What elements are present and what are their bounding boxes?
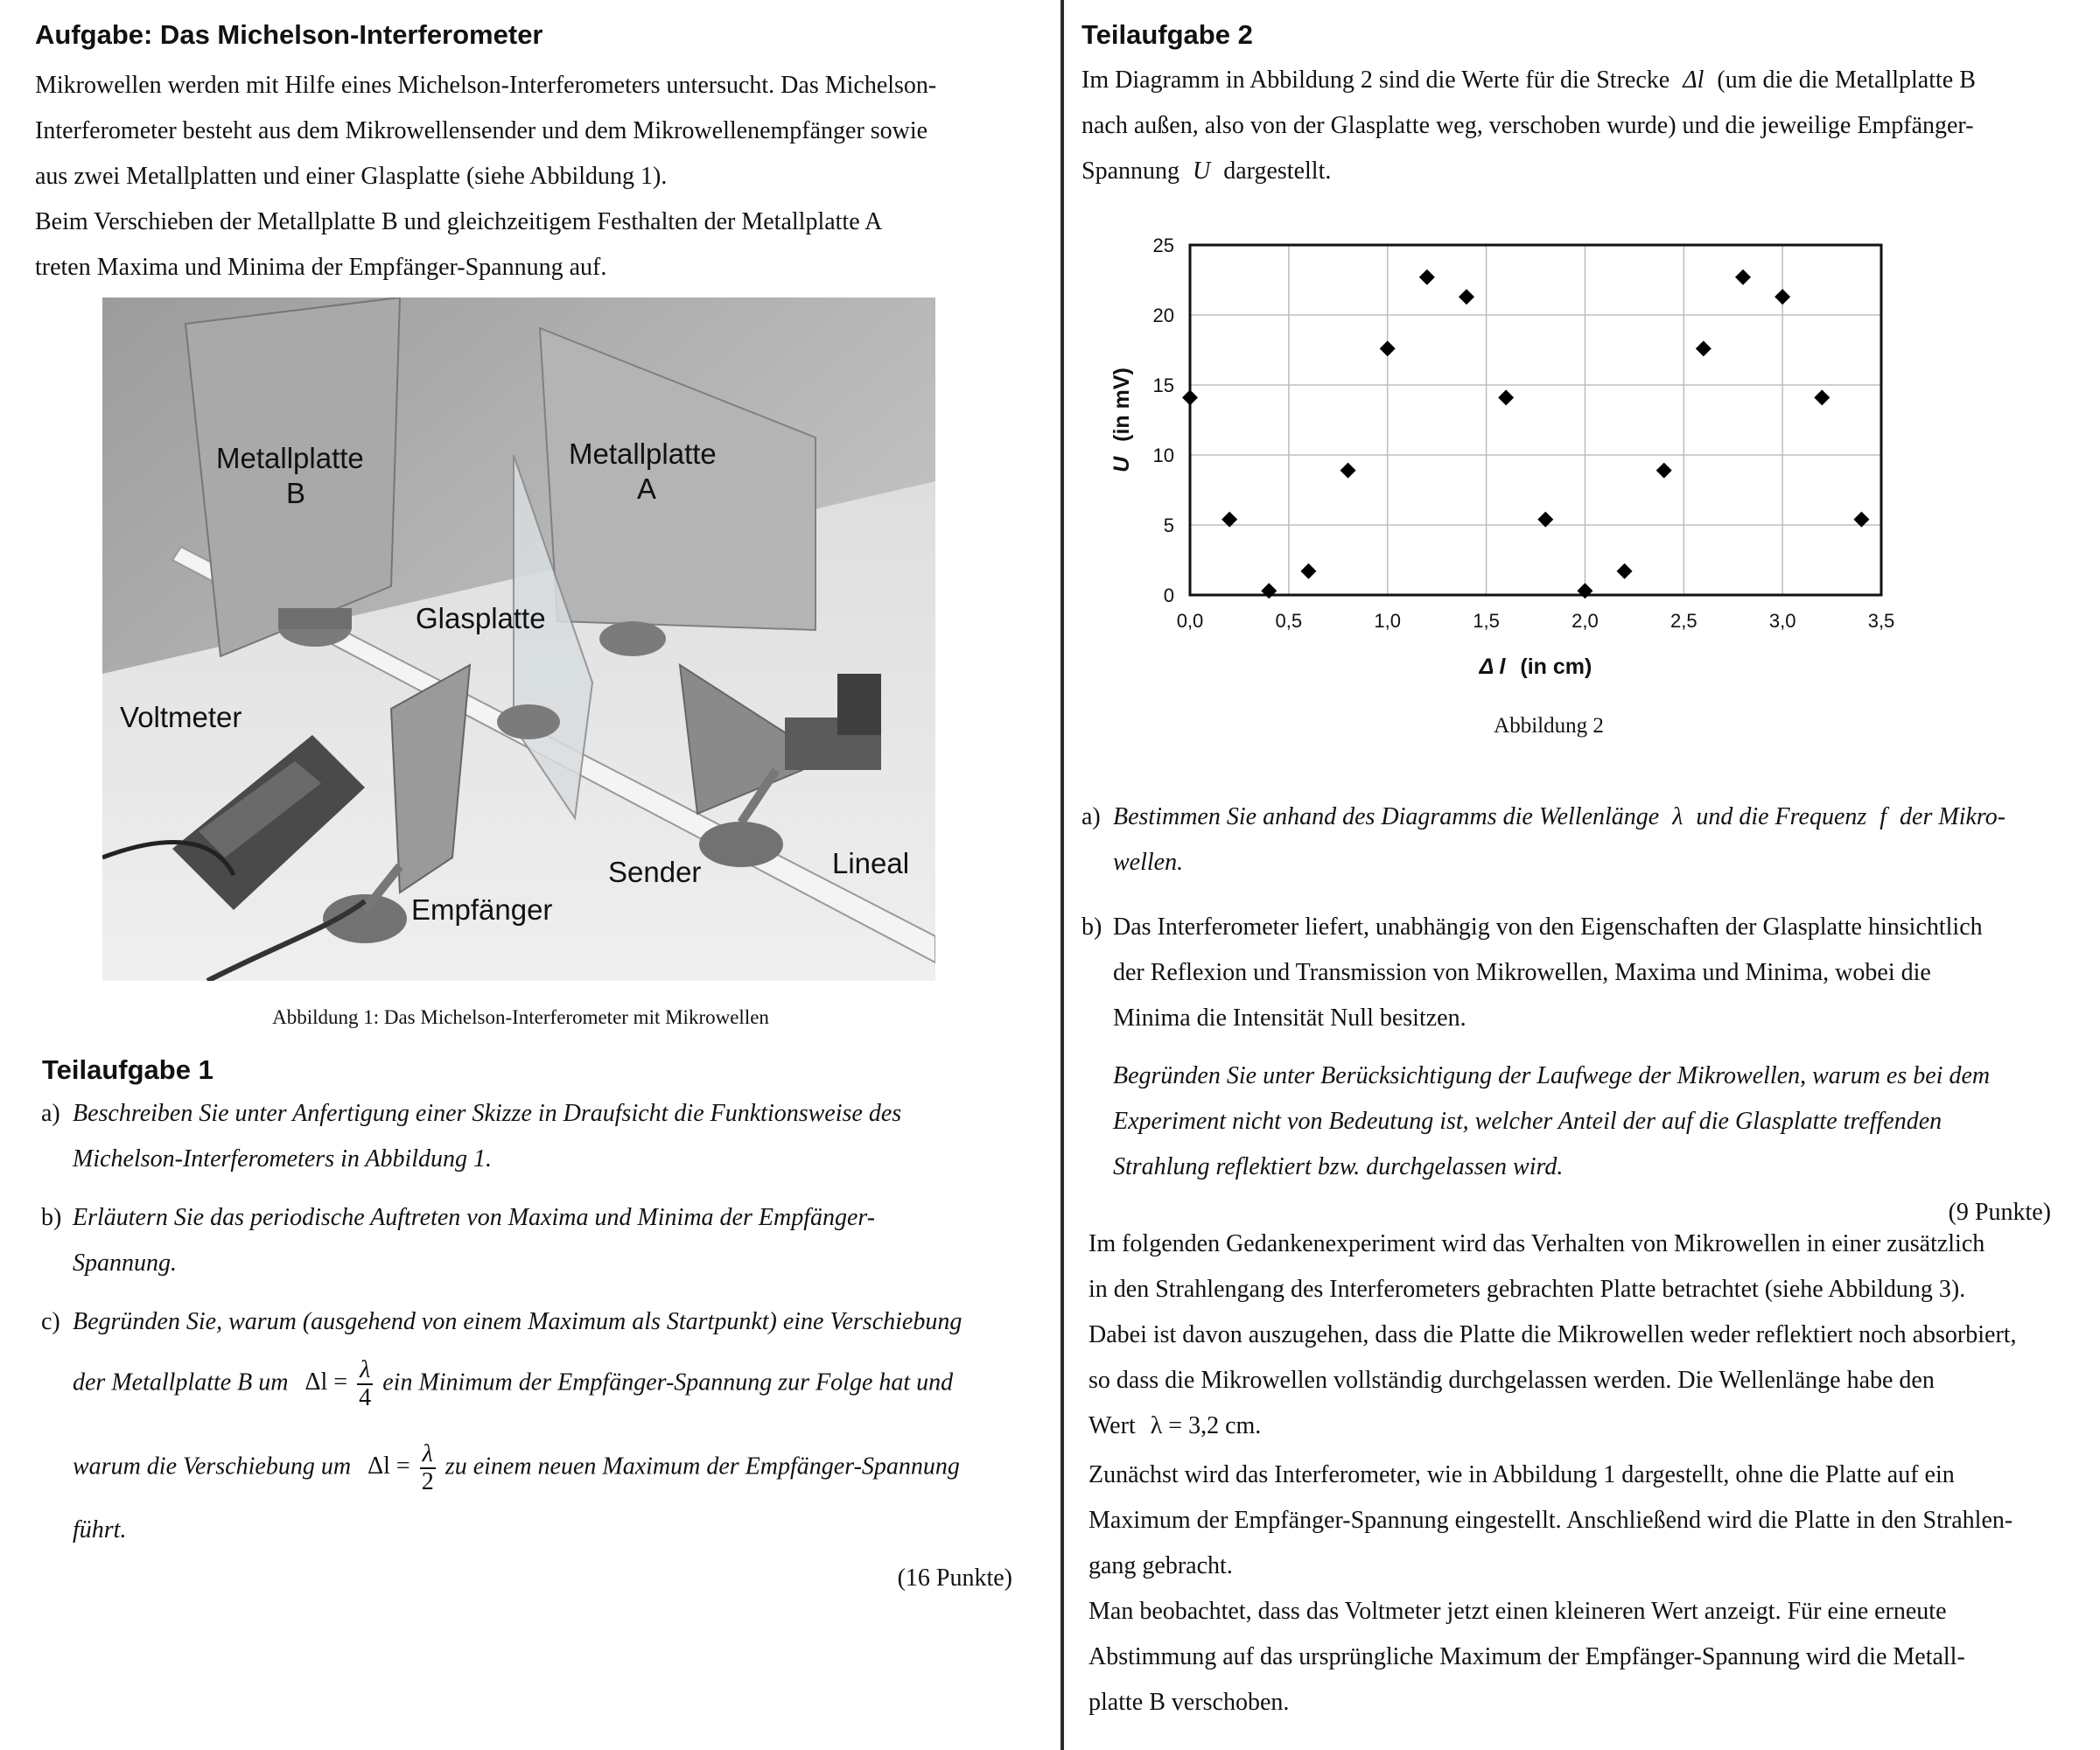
y-axis-label xyxy=(1110,368,1134,472)
y-tick-label: 5 xyxy=(1163,514,1174,536)
figure2-caption: Abbildung 2 xyxy=(1494,714,1604,738)
task1-c-line3 xyxy=(73,1441,960,1495)
data-point xyxy=(1380,340,1396,356)
y-tick-label: 20 xyxy=(1152,304,1174,326)
data-point xyxy=(1498,389,1514,405)
intro-line: Interferometer besteht aus dem Mikrowellensender und dem Mikrowellenempfänger sowie xyxy=(35,117,928,144)
zunaechst-line: gang gebracht. xyxy=(1088,1552,1233,1579)
fraction-numerator: λ xyxy=(420,1441,436,1469)
x-tick-label: 2,0 xyxy=(1572,610,1599,632)
task1-a xyxy=(41,1091,1039,1182)
u-symbol: U xyxy=(1193,158,1211,185)
fraction-denominator: 2 xyxy=(421,1468,434,1495)
label-empfaenger: Empfänger xyxy=(411,893,553,926)
data-point xyxy=(1814,389,1830,405)
data-point xyxy=(1774,289,1790,304)
task1-c xyxy=(41,1299,1039,1553)
label-voltmeter: Voltmeter xyxy=(120,701,242,733)
y-axis-unit: (in mV) xyxy=(1110,368,1134,442)
x-axis-unit: (in cm) xyxy=(1520,654,1592,679)
task2-b-task-line: Strahlung reflektiert bzw. durchgelassen wird. xyxy=(1113,1153,1564,1180)
task1-c-line2 xyxy=(73,1357,953,1411)
x-tick-label: 0,0 xyxy=(1176,610,1204,632)
zunaechst-line: Zunächst wird das Interferometer, wie in Abbildung 1 dargestellt, ohne die Platte auf ein xyxy=(1088,1461,1955,1488)
task2-a-text: und die Frequenz xyxy=(1696,803,1867,830)
interferometer-photo-svg xyxy=(102,298,935,981)
label-metallplatte-a-letter: A xyxy=(637,472,657,505)
data-point xyxy=(1735,270,1751,285)
beobachtet-line: Man beobachtet, dass das Voltmeter jetzt einen kleineren Wert anzeigt. Für eine erneute xyxy=(1088,1598,1947,1625)
task2-b xyxy=(1082,905,2079,1045)
label-lineal: Lineal xyxy=(832,847,910,879)
intro-paragraph xyxy=(35,63,1032,290)
intro-line: treten Maxima und Minima der Empfänger-Spannung auf. xyxy=(35,254,607,281)
x-tick-label: 3,5 xyxy=(1867,610,1895,632)
delta-l-formula: Δl = xyxy=(368,1452,410,1480)
x-tick-label: 1,5 xyxy=(1473,610,1500,632)
gedanken-paragraph xyxy=(1088,1222,2086,1449)
intro-text: dargestellt. xyxy=(1223,158,1332,185)
task1-c-text: zu einem neuen Maximum der Empfänger-Spannung xyxy=(444,1452,960,1480)
y-tick-label: 25 xyxy=(1152,234,1174,256)
voltage-chart xyxy=(1085,223,2012,696)
task1-c-text: ein Minimum der Empfänger-Spannung zur Folge hat und xyxy=(382,1368,954,1396)
label-metallplatte-a: Metallplatte xyxy=(569,438,717,470)
task1-b xyxy=(41,1195,1039,1286)
task1-c-text: der Metallplatte B um xyxy=(73,1368,289,1396)
fraction-denominator: 4 xyxy=(359,1384,372,1411)
label-metallplatte-b: Metallplatte xyxy=(216,442,364,474)
task2-points: (9 Punkte) xyxy=(1948,1199,2051,1226)
intro-line: Beim Verschieben der Metallplatte B und gleichzeitigem Festhalten der Metallplatte A xyxy=(35,208,883,235)
task1-b-line: Erläutern Sie das periodische Auftreten von Maxima und Minima der Empfänger- xyxy=(73,1204,876,1231)
task2-b-line: der Reflexion und Transmission von Mikrowellen, Maxima und Minima, wobei die xyxy=(1113,959,1931,986)
delta-l-symbol: Δl xyxy=(1683,66,1704,94)
task1-c-line: Begründen Sie, warum (ausgehend von einem Maximum als Startpunkt) eine Verschiebung xyxy=(73,1308,962,1335)
teilaufgabe1-title: Teilaufgabe 1 xyxy=(42,1054,214,1085)
gedanken-line: so dass die Mikrowellen vollständig durchgelassen werden. Die Wellenlänge habe den xyxy=(1088,1367,1935,1394)
task1-a-line: Beschreiben Sie unter Anfertigung einer Skizze in Draufsicht die Funktionsweise des xyxy=(73,1100,902,1127)
column-divider xyxy=(1060,0,1064,1750)
data-point xyxy=(1617,564,1633,579)
task1-a-label: a) xyxy=(41,1100,60,1127)
y-tick-label: 10 xyxy=(1152,444,1174,466)
fraction-lambda-4 xyxy=(357,1357,373,1411)
task1-a-line: Michelson-Interferometers in Abbildung 1. xyxy=(73,1145,493,1172)
task1-points: (16 Punkte) xyxy=(897,1564,1012,1592)
task-title: Aufgabe: Das Michelson-Interferometer xyxy=(35,19,543,50)
data-point xyxy=(1419,270,1435,285)
intro-line: Mikrowellen werden mit Hilfe eines Michelson-Interferometers untersucht. Das Michelson- xyxy=(35,72,937,99)
wert-period: . xyxy=(1255,1412,1262,1439)
label-metallplatte-b-letter: B xyxy=(286,477,306,509)
task2-intro-line: nach außen, also von der Glasplatte weg, verschoben wurde) und die jeweilige Empfänger- xyxy=(1082,112,1974,139)
beobachtet-paragraph xyxy=(1088,1589,2086,1726)
fraction-lambda-2 xyxy=(420,1441,436,1495)
task2-a-text: der Mikro- xyxy=(1900,803,2006,830)
data-point xyxy=(1182,389,1198,405)
task2-a-text: Bestimmen Sie anhand des Diagramms die Wellenlänge xyxy=(1113,803,1660,830)
y-tick-label: 15 xyxy=(1152,374,1174,396)
task1-b-line: Spannung. xyxy=(73,1250,177,1277)
task2-a-line xyxy=(1113,794,2079,840)
task2-b-line: Minima die Intensität Null besitzen. xyxy=(1113,1004,1466,1032)
figure1-photo xyxy=(102,298,935,981)
task2-intro-line xyxy=(1082,58,2079,103)
zunaechst-paragraph xyxy=(1088,1452,2086,1589)
fraction-numerator: λ xyxy=(357,1357,373,1385)
beobachtet-line: Abstimmung auf das ursprüngliche Maximum der Empfänger-Spannung wird die Metall- xyxy=(1088,1643,1965,1670)
beobachtet-line: platte B verschoben. xyxy=(1088,1689,1290,1716)
x-tick-label: 2,5 xyxy=(1670,610,1698,632)
task1-c-label: c) xyxy=(41,1308,60,1335)
x-tick-label: 0,5 xyxy=(1275,610,1303,632)
task2-intro-line xyxy=(1082,149,2079,194)
label-glasplatte: Glasplatte xyxy=(416,602,546,634)
data-point xyxy=(1340,463,1356,479)
task2-a-label: a) xyxy=(1082,803,1101,830)
wert-text: Wert xyxy=(1088,1412,1136,1439)
task2-b-line: Das Interferometer liefert, unabhängig von den Eigenschaften der Glasplatte hinsichtlich xyxy=(1113,914,1983,941)
task1-c-text: warum die Verschiebung um xyxy=(73,1452,352,1480)
gedanken-line-wert xyxy=(1088,1404,2086,1449)
task2-b-task-line: Experiment nicht von Bedeutung ist, welcher Anteil der auf die Glasplatte treffenden xyxy=(1113,1108,1942,1135)
data-point xyxy=(1300,564,1316,579)
intro-text: Spannung xyxy=(1082,158,1180,185)
gedanken-line: Dabei ist davon auszugehen, dass die Platte die Mikrowellen weder reflektiert noch absorbiert, xyxy=(1088,1321,2017,1348)
data-point xyxy=(1656,463,1672,479)
zunaechst-line: Maximum der Empfänger-Spannung eingestellt. Anschließend wird die Platte in den Strahlen- xyxy=(1088,1507,2013,1534)
figure1-caption: Abbildung 1: Das Michelson-Interferometer mit Mikrowellen xyxy=(272,1006,769,1028)
task1-b-label: b) xyxy=(41,1204,62,1231)
task2-b-task xyxy=(1113,1054,2079,1190)
task1-c-line: führt. xyxy=(73,1516,127,1544)
x-axis-label xyxy=(1479,654,1592,679)
intro-text: Im Diagramm in Abbildung 2 sind die Werte für die Strecke xyxy=(1082,66,1670,94)
data-point xyxy=(1696,340,1712,356)
data-point xyxy=(1459,289,1474,304)
task2-intro xyxy=(1082,58,2079,194)
label-sender: Sender xyxy=(608,856,702,888)
f-symbol: f xyxy=(1880,803,1887,830)
task2-a-line: wellen. xyxy=(1113,849,1184,876)
delta-l-formula: Δl = xyxy=(304,1368,348,1396)
intro-text: (um die die Metallplatte B xyxy=(1717,66,1976,94)
x-tick-label: 1,0 xyxy=(1374,610,1402,632)
x-axis-symbol: Δ l xyxy=(1479,654,1506,679)
y-axis-symbol: U xyxy=(1110,456,1134,472)
y-tick-label: 0 xyxy=(1163,584,1174,606)
chart-points xyxy=(1182,270,1869,598)
task2-a xyxy=(1082,794,2079,886)
task2-b-label: b) xyxy=(1082,914,1102,941)
gedanken-line: in den Strahlengang des Interferometers gebrachten Platte betrachtet (siehe Abbildung 3). xyxy=(1088,1276,1966,1303)
intro-line: aus zwei Metallplatten und einer Glasplatte (siehe Abbildung 1). xyxy=(35,163,668,190)
x-tick-label: 3,0 xyxy=(1768,610,1796,632)
task2-b-task-line: Begründen Sie unter Berücksichtigung der Laufwege der Mikrowellen, warum es bei dem xyxy=(1113,1062,1991,1089)
teilaufgabe2-title: Teilaufgabe 2 xyxy=(1082,19,1253,50)
lambda-symbol: λ xyxy=(1672,803,1684,830)
wavelength-formula: λ = 3,2 cm xyxy=(1150,1412,1256,1439)
gedanken-line: Im folgenden Gedankenexperiment wird das Verhalten von Mikrowellen in einer zusätzlich xyxy=(1088,1230,1985,1257)
